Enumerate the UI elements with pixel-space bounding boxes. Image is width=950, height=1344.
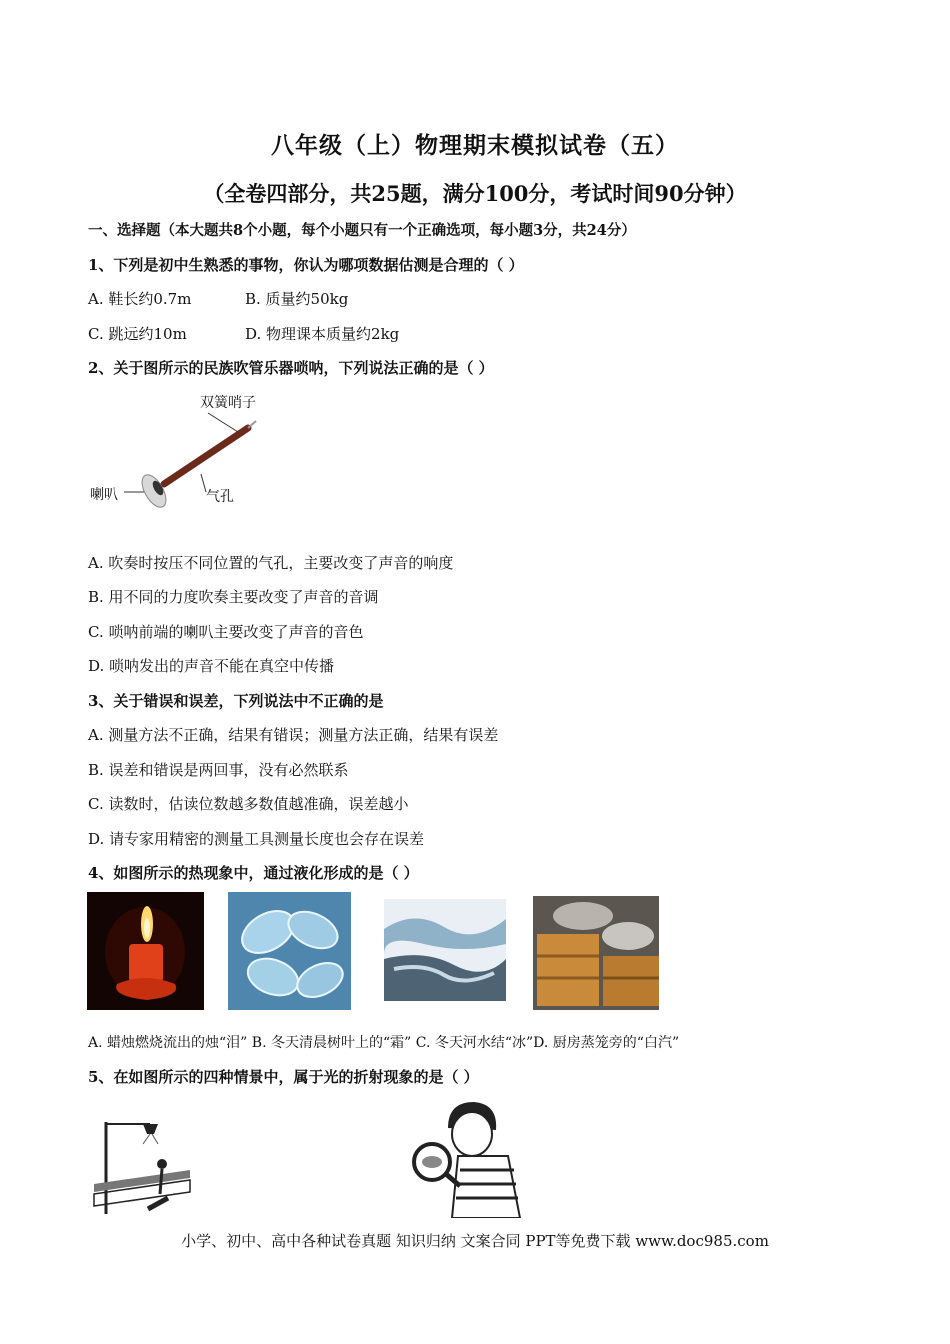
label-air-hole: 气孔	[206, 489, 234, 505]
q3-option-a: A. 测量方法不正确，结果有错误；测量方法正确，结果有误差	[88, 726, 499, 744]
question-1-stem: 1、下列是初中生熟悉的事物，你认为哪项数据估测是合理的（ ）	[88, 256, 524, 274]
q1-option-a: A. 鞋长约0.7m	[88, 290, 192, 308]
exam-info: （全卷四部分，共25题，满分100分，考试时间90分钟）	[203, 181, 747, 206]
river-ice-image	[384, 899, 506, 1001]
footer-ad: 小学、初中、高中各种试卷真题 知识归纳 文案合同 PPT等免费下载 www.doc985.com	[181, 1232, 769, 1250]
q3-option-c: C. 读数时，估读位数越多数值越准确，误差越小	[88, 795, 409, 813]
steamer-image	[533, 896, 659, 1010]
question-5-stem: 5、在如图所示的四种情景中，属于光的折射现象的是（ ）	[88, 1068, 479, 1086]
q2-option-c: C. 唢呐前端的喇叭主要改变了声音的音色	[88, 623, 364, 641]
q4-options: A. 蜡烛燃烧流出的烛“泪” B. 冬天清晨树叶上的“霜” C. 冬天河水结“冰”D. 厨房蒸笼旁的“白汽”	[88, 1035, 680, 1051]
label-reed: 双簧哨子	[200, 395, 256, 411]
label-horn: 喇叭	[90, 487, 118, 503]
q3-option-b: B. 误差和错误是两回事，没有必然联系	[88, 761, 349, 779]
q1-option-c: C. 跳远约10m	[88, 325, 187, 343]
question-3-stem: 3、关于错误和误差，下列说法中不正确的是	[88, 692, 384, 710]
q2-option-a: A. 吹奏时按压不同位置的气孔，主要改变了声音的响度	[88, 554, 454, 572]
section-heading: 一、选择题（本大题共8个小题，每个小题只有一个正确选项，每小题3分，共24分）	[88, 222, 636, 239]
q2-option-d: D. 唢呐发出的声音不能在真空中传播	[88, 657, 335, 675]
page-title: 八年级（上）物理期末模拟试卷（五）	[271, 132, 679, 159]
magnifier-boy-figure	[408, 1098, 524, 1218]
candle-image	[87, 892, 204, 1010]
q2-option-b: B. 用不同的力度吹奏主要改变了声音的音调	[88, 588, 379, 606]
suona-figure	[88, 388, 288, 523]
question-4-stem: 4、如图所示的热现象中，通过液化形成的是（ ）	[88, 864, 419, 882]
q3-option-d: D. 请专家用精密的测量工具测量长度也会存在误差	[88, 830, 425, 848]
question-2-stem: 2、关于图所示的民族吹管乐器唢呐，下列说法正确的是（ ）	[88, 359, 494, 377]
q1-option-d: D. 物理课本质量约2kg	[245, 325, 400, 343]
q1-option-b: B. 质量约50kg	[245, 290, 349, 308]
streetlight-shadow-figure	[88, 1114, 196, 1218]
frost-leaves-image	[228, 892, 351, 1010]
